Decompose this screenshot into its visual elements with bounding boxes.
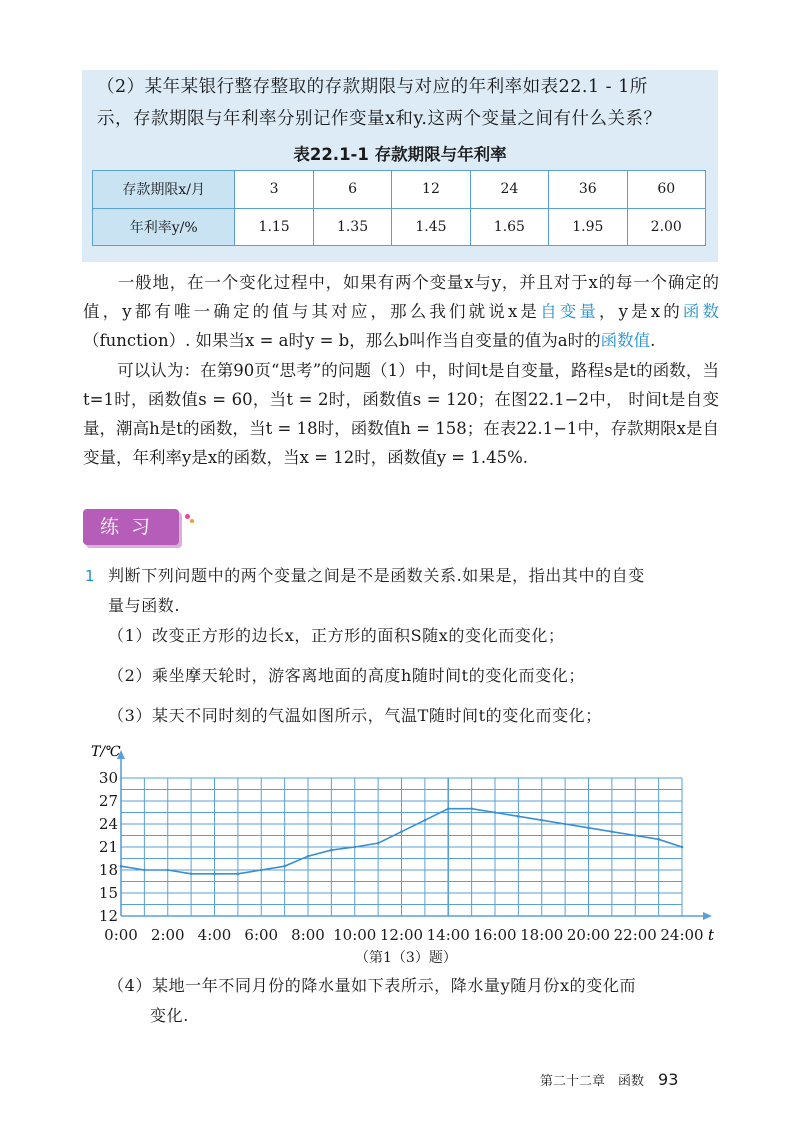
definition-text-2: ，y是x的	[599, 302, 683, 321]
y-axis-label: T/℃	[91, 744, 121, 760]
rate-table	[92, 170, 706, 246]
x-tick-label: 0:00	[104, 926, 138, 944]
exercise-subquestion-3: （3）某天不同时刻的气温如图所示，气温T随时间t的变化而变化；	[108, 706, 602, 725]
definition-text-1: 一般地，在一个变化过程中，如果有两个变量x与y，并且对于x的每一个确定的值，y都有唯一确定的值与其对应，那么我们就说x是	[83, 273, 719, 321]
definition-paragraph	[83, 268, 719, 355]
exercise-subquestion-1: （1）改变正方形的边长x，正方形的面积S随x的变化而变化；	[108, 626, 565, 645]
series-point	[307, 855, 310, 858]
x-axis-arrow-icon	[703, 912, 712, 920]
decorative-dot-icon	[190, 519, 194, 523]
example-paragraph	[83, 356, 719, 472]
chapter-label: 第二十二章 函数	[540, 1074, 645, 1089]
table-row	[93, 208, 706, 246]
series-point	[213, 873, 216, 876]
x-tick-label: 4:00	[197, 926, 232, 944]
page-footer	[540, 1070, 678, 1089]
table-cell: 1.15	[235, 208, 313, 246]
table-row-header: 存款期限x/月	[93, 171, 235, 209]
term-function: 函数	[682, 302, 719, 321]
table-cell: 3	[235, 171, 313, 209]
decorative-dot-icon	[185, 514, 190, 519]
x-tick-label: 12:00	[379, 926, 424, 944]
series-point	[143, 869, 146, 872]
exercise-subquestion-4-line-2: 变化.	[150, 1006, 189, 1025]
chart-grid	[121, 778, 682, 916]
question-line-1: （2）某年某银行整存整取的存款期限与对应的年利率如表22.1 - 1所	[97, 77, 648, 97]
x-tick-label: 16:00	[473, 926, 517, 944]
series-point	[470, 807, 473, 810]
x-tick-label: 10:00	[333, 926, 377, 944]
x-tick-labels	[104, 926, 703, 944]
table-row-header: 年利率y/%	[93, 208, 235, 246]
series-point	[237, 873, 240, 876]
table-cell: 36	[549, 171, 627, 209]
temperature-chart	[70, 740, 730, 945]
table-cell: 24	[470, 171, 548, 209]
x-tick-label: 24:00	[660, 926, 704, 944]
series-point	[260, 869, 263, 872]
series-point	[611, 830, 614, 833]
exercise-number: 1	[85, 567, 95, 585]
chart-caption: （第1（3）题）	[355, 950, 457, 966]
table-cell: 1.65	[470, 208, 548, 246]
term-independent-variable: 自变量	[540, 302, 599, 321]
table-cell: 1.95	[549, 208, 627, 246]
x-tick-label: 22:00	[613, 926, 657, 944]
x-tick-label: 6:00	[244, 926, 279, 944]
table-cell: 2.00	[627, 208, 705, 246]
y-tick-label: 30	[98, 769, 118, 787]
series-point	[283, 865, 286, 868]
definition-text-3: （function）. 如果当x = a时y = b，那么b叫作当自变量的值为a时的	[83, 331, 601, 350]
y-tick-labels	[99, 769, 118, 925]
x-tick-label: 2:00	[150, 926, 185, 944]
y-tick-label: 12	[98, 907, 118, 925]
y-tick-label: 15	[98, 884, 118, 902]
series-point	[400, 830, 403, 833]
definition-text-4: .	[650, 331, 656, 350]
page-number: 93	[658, 1070, 679, 1089]
table-cell: 60	[627, 171, 705, 209]
table-row	[93, 171, 706, 209]
series-point	[681, 846, 684, 849]
series-point	[377, 842, 380, 845]
x-tick-label: 14:00	[426, 926, 470, 944]
series-point	[657, 838, 660, 841]
series-point	[634, 834, 637, 837]
table-title: 表22.1-1 存款期限与年利率	[293, 145, 507, 164]
table-cell: 1.35	[313, 208, 391, 246]
series-point	[540, 819, 543, 822]
series-point	[587, 827, 590, 830]
y-tick-label: 27	[98, 792, 118, 810]
y-tick-label: 24	[98, 815, 118, 833]
series-point	[166, 869, 169, 872]
table-cell: 6	[313, 171, 391, 209]
series-point	[494, 811, 497, 814]
table-cell: 12	[392, 171, 470, 209]
exercise-subquestion-2: （2）乘坐摩天轮时，游客离地面的高度h随时间t的变化而变化；	[108, 666, 585, 685]
x-axis-label: t	[708, 926, 715, 944]
series-point	[190, 873, 193, 876]
exercise-badge: 练习	[83, 509, 179, 545]
exercise-subquestion-4-line-1: （4）某地一年不同月份的降水量如下表所示，降水量y随月份x的变化而	[108, 976, 637, 995]
exercise-question-line-1: 判断下列问题中的两个变量之间是不是函数关系.如果是，指出其中的自变	[108, 566, 645, 585]
series-point	[353, 846, 356, 849]
x-tick-label: 8:00	[291, 926, 325, 944]
term-function-value: 函数值	[600, 331, 651, 350]
y-tick-label: 21	[98, 838, 118, 856]
example-text: 可以认为：在第90页“思考”的问题（1）中，时间t是自变量，路程s是t的函数，当t=1时，函数值s = 60，当t = 2时，函数值s = 120；在图22.1−2中， 时间t是自变量，潮高h是t的函数，当t = 18时，函数值h = 158；在表22.1−1中，存款期限x是自变量，年利率y是x的函数，当x = 12时，函数值y = 1.45%.	[83, 361, 719, 467]
x-tick-label: 18:00	[520, 926, 564, 944]
y-tick-label: 18	[98, 861, 118, 879]
exercise-question-line-2: 量与函数.	[108, 596, 181, 615]
series-point	[564, 823, 567, 826]
series-point	[424, 819, 427, 822]
question-line-2: 示，存款期限与年利率分别记作变量x和y.这两个变量之间有什么关系？	[97, 109, 662, 129]
series-point	[517, 815, 520, 818]
x-tick-label: 20:00	[566, 926, 611, 944]
series-point	[330, 849, 333, 852]
series-point	[447, 807, 450, 810]
series-point	[120, 865, 123, 868]
table-cell: 1.45	[392, 208, 470, 246]
